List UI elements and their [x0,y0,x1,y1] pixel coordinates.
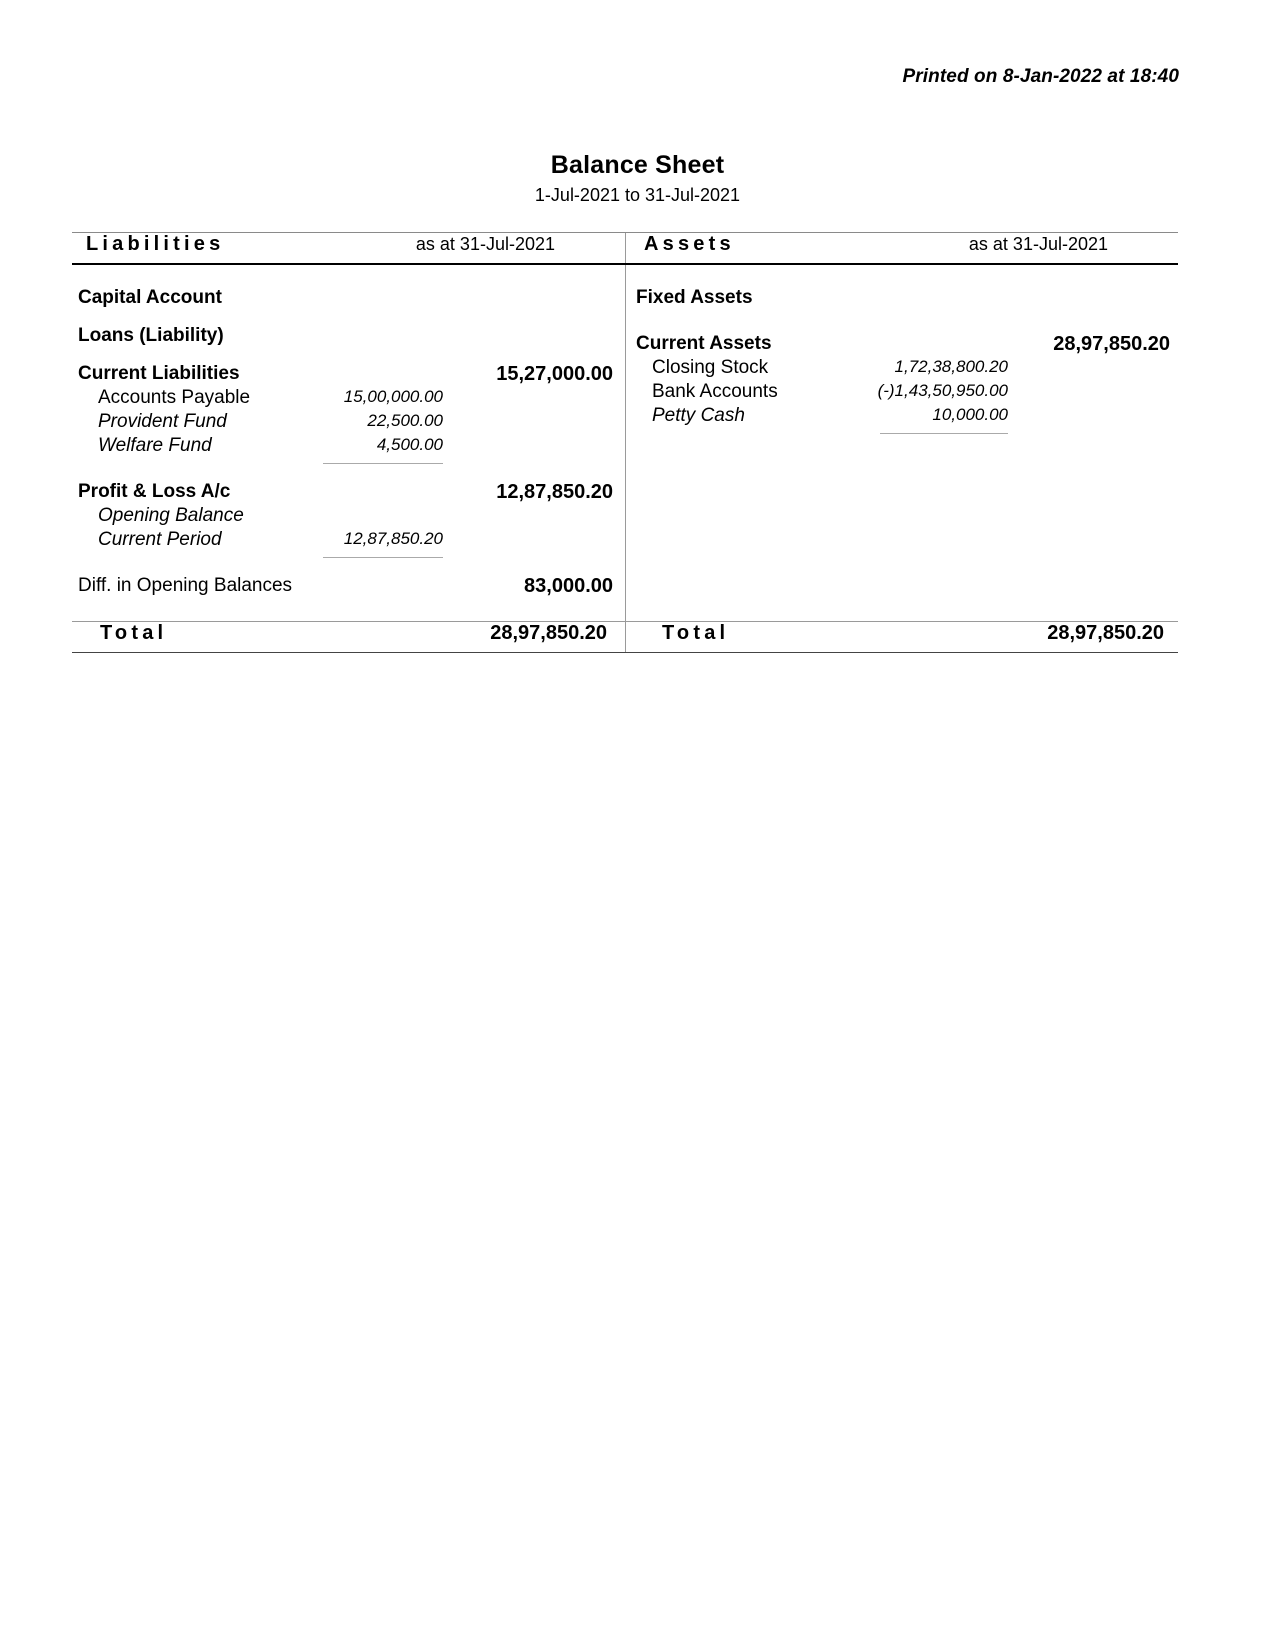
row-amount: 1,72,38,800.20 [894,357,1008,376]
table-row [626,287,1176,311]
row-label: Profit & Loss A/c [78,481,231,502]
printed-on-stamp: Printed on 8-Jan-2022 at 18:40 [902,66,1179,87]
row-label: Accounts Payable [98,387,251,408]
subtotal-rule [323,463,443,464]
assets-body [625,265,1178,621]
row-label: Provident Fund [98,411,227,432]
row-amount: 4,500.00 [376,435,443,454]
table-row [72,363,623,387]
row-amount: 15,27,000.00 [496,363,613,385]
row-label: Bank Accounts [652,381,778,402]
table-row [626,357,1176,381]
table-header-row [72,233,1178,263]
row-label: Welfare Fund [98,435,212,456]
assets-column-header [625,233,1178,263]
total-label: Total [662,622,730,644]
row-amount: 28,97,850.20 [1053,333,1170,355]
table-row [626,381,1176,405]
table-row [72,505,623,529]
title-block [0,150,1275,207]
subtotal-rule [880,433,1008,434]
row-label: Loans (Liability) [78,325,224,346]
table-row [72,529,623,553]
row-amount: 12,87,850.20 [343,529,443,548]
total-amount: 28,97,850.20 [490,622,607,644]
row-amount: (-)1,43,50,950.00 [877,381,1008,400]
spacer [72,599,623,621]
table-bottom-rule [72,652,1178,653]
spacer [72,349,623,363]
row-label: Opening Balance [98,505,244,526]
row-amount: 83,000.00 [524,575,613,597]
row-label: Current Assets [636,333,772,354]
liabilities-column-header [72,233,625,263]
assets-total [625,622,1178,652]
row-amount: 22,500.00 [367,411,443,430]
table-body [72,265,1178,621]
row-amount: 10,000.00 [932,405,1008,424]
assets-heading: Assets [644,233,735,255]
row-label: Diff. in Opening Balances [78,575,293,596]
total-label: Total [100,622,168,644]
row-label: Closing Stock [652,357,769,378]
row-amount: 15,00,000.00 [343,387,443,406]
table-row [626,405,1176,429]
spacer [72,265,623,287]
row-label: Current Liabilities [78,363,240,384]
liabilities-heading: Liabilities [86,233,225,255]
liabilities-total [72,622,625,652]
table-row [72,411,623,435]
spacer [626,265,1176,287]
report-period: 1-Jul-2021 to 31-Jul-2021 [534,184,741,205]
total-amount: 28,97,850.20 [1047,622,1164,644]
page-title: Balance Sheet [550,151,725,179]
table-row [72,575,623,599]
row-label: Petty Cash [652,405,745,426]
assets-as-at: as at 31-Jul-2021 [968,234,1108,254]
row-label: Current Period [98,529,222,550]
spacer [626,311,1176,325]
table-row [72,435,623,459]
subtotal-rule [323,557,443,558]
spacer [72,311,623,325]
table-row [72,325,623,349]
table-row [72,481,623,505]
liabilities-body [72,265,625,621]
spacer [626,325,1176,333]
totals-row [72,622,1178,652]
liabilities-as-at: as at 31-Jul-2021 [415,234,555,254]
row-label: Fixed Assets [636,287,753,308]
table-row [72,287,623,311]
table-row [626,333,1176,357]
table-row [72,387,623,411]
balance-sheet-table [72,232,1178,653]
row-label: Capital Account [78,287,222,308]
row-amount: 12,87,850.20 [496,481,613,503]
